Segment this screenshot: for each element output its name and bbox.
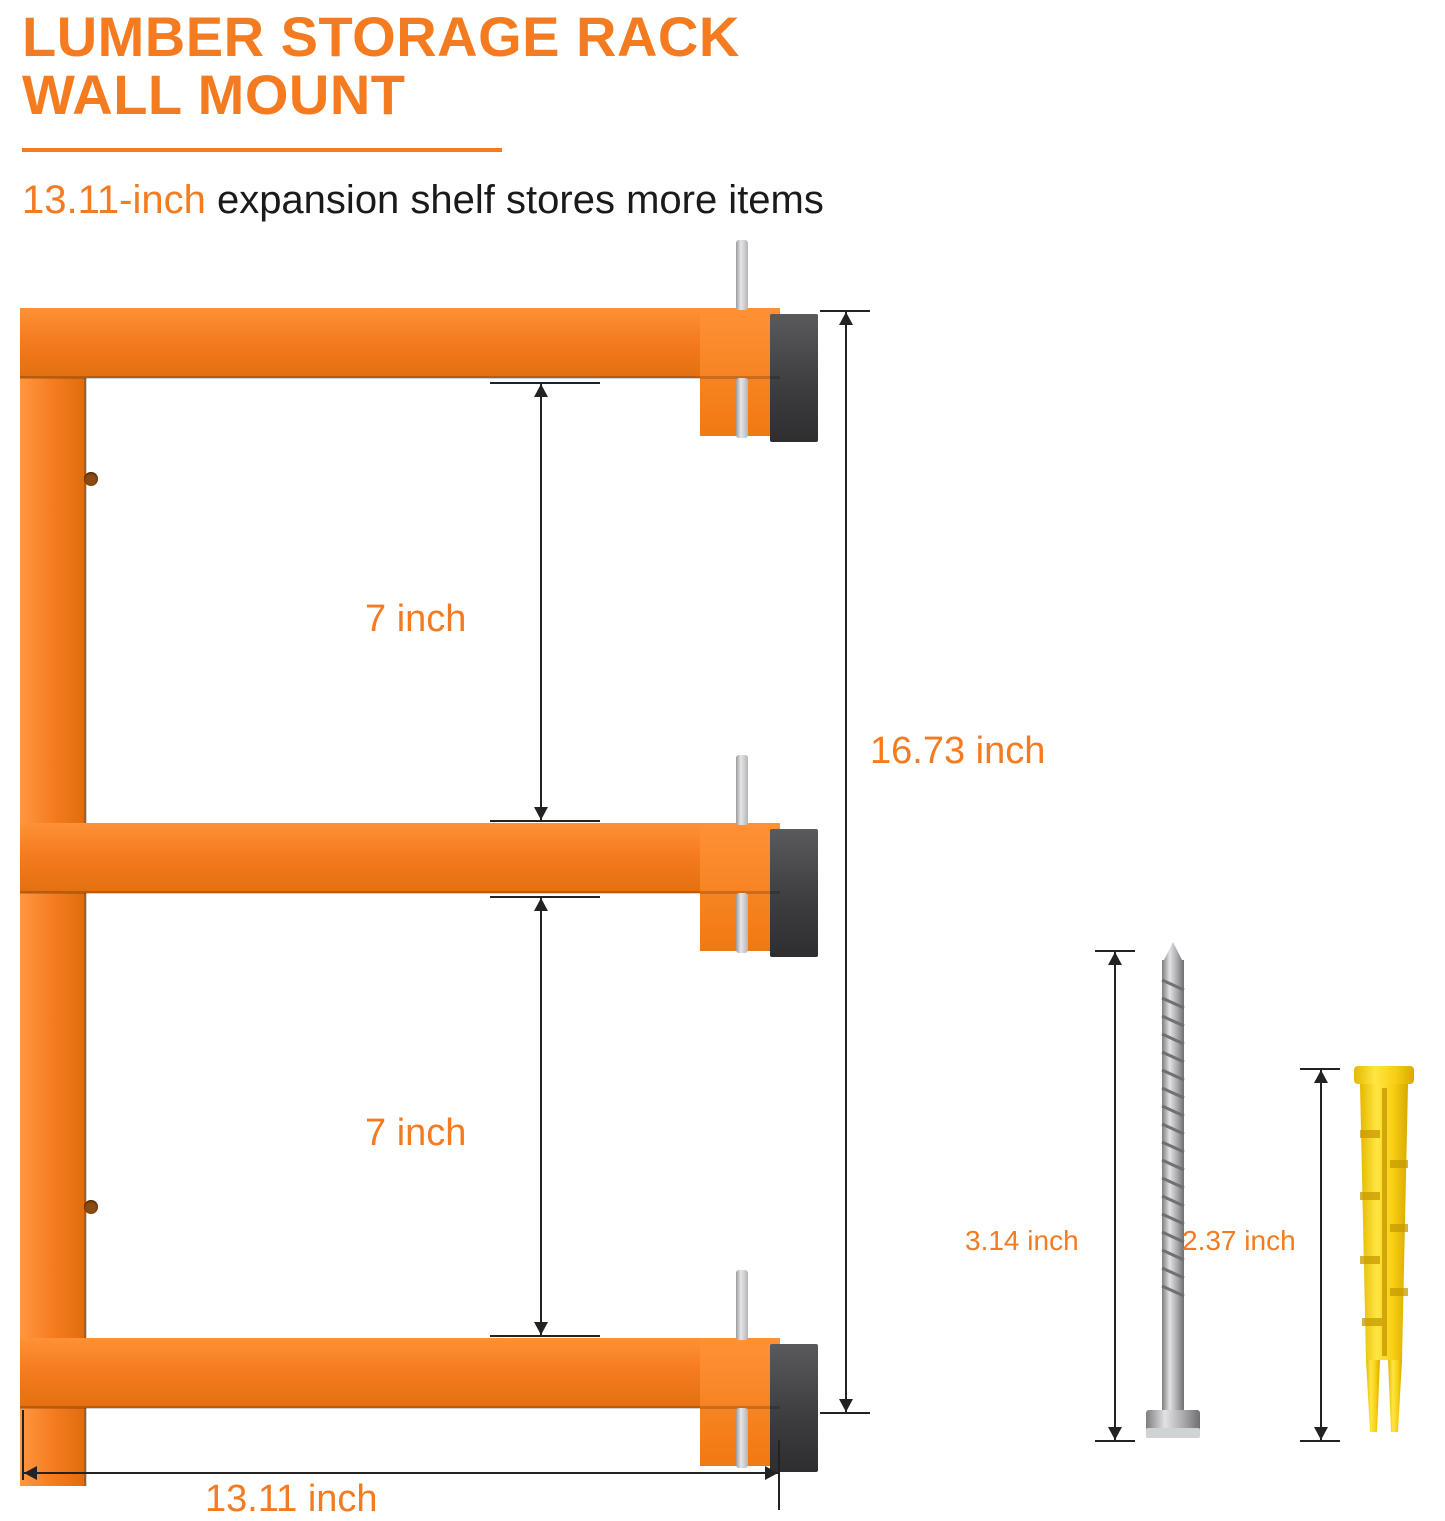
product-diagram [0, 250, 1445, 1520]
width-line [22, 1472, 780, 1474]
page-title-line-1: LUMBER STORAGE RACK [22, 5, 740, 68]
middle-arm-pin-lower [736, 893, 748, 953]
height-tick-bottom [820, 1412, 870, 1414]
middle-arm-pin-upper [736, 755, 748, 825]
middle-arm-shadow [20, 891, 780, 894]
wall-anchor-illustration [1330, 1060, 1440, 1460]
bottom-gap-arrow-down [534, 1322, 548, 1335]
header [0, 0, 1445, 222]
wall-anchor-svg [1330, 1060, 1440, 1460]
bottom-gap-arrow-up [534, 898, 548, 911]
anchor-label: 2.37 inch [1182, 1225, 1296, 1256]
height-arrow-up [839, 312, 853, 325]
bottom-arm-shadow [20, 1406, 780, 1409]
top-arm-pin-lower [736, 378, 748, 438]
screw-dim-line [1114, 950, 1116, 1440]
bottom-gap-tick-lower [490, 1335, 600, 1337]
screw-arrow-up [1108, 952, 1122, 965]
anchor-tick-bottom [1300, 1440, 1340, 1442]
page-title-line-2: WALL MOUNT [22, 63, 406, 126]
subtitle-highlight: 13.11-inch [22, 178, 206, 222]
width-arrow-left [24, 1466, 37, 1480]
width-label: 13.11 inch [205, 1478, 378, 1520]
width-arrow-right [765, 1466, 778, 1480]
screw-arrow-down [1108, 1427, 1122, 1440]
lag-screw-illustration [1110, 940, 1240, 1450]
top-gap-arrow-up [534, 384, 548, 397]
bottom-gap-line [540, 896, 542, 1336]
mounting-hole-top [84, 472, 98, 486]
top-gap-label: 7 inch [365, 598, 467, 640]
bracket-middle-arm [20, 823, 780, 893]
top-gap-line [540, 382, 542, 822]
bottom-gap-label: 7 inch [365, 1112, 467, 1154]
screw-label: 3.14 inch [965, 1225, 1079, 1256]
anchor-dim-line [1320, 1068, 1322, 1440]
mounting-hole-bottom [84, 1200, 98, 1214]
subtitle [22, 178, 824, 223]
top-gap-tick-lower [490, 820, 600, 822]
bottom-arm-pin-lower [736, 1408, 748, 1468]
width-tick-right [778, 1440, 780, 1510]
height-label: 16.73 inch [870, 730, 1046, 772]
top-gap-arrow-down [534, 807, 548, 820]
bracket-vertical-post [20, 308, 86, 1486]
anchor-arrow-down [1314, 1427, 1328, 1440]
screw-tick-bottom [1095, 1440, 1135, 1442]
height-line [845, 310, 847, 1412]
height-arrow-down [839, 1399, 853, 1412]
lag-screw-svg [1110, 940, 1240, 1450]
bracket-top-arm [20, 308, 780, 378]
title-divider [22, 148, 502, 152]
bracket-bottom-arm [20, 1338, 780, 1408]
top-arm-shadow [20, 376, 780, 379]
anchor-arrow-up [1314, 1070, 1328, 1083]
bottom-arm-pin-upper [736, 1270, 748, 1340]
subtitle-rest: expansion shelf stores more items [205, 178, 824, 222]
top-arm-pin-upper [736, 240, 748, 310]
